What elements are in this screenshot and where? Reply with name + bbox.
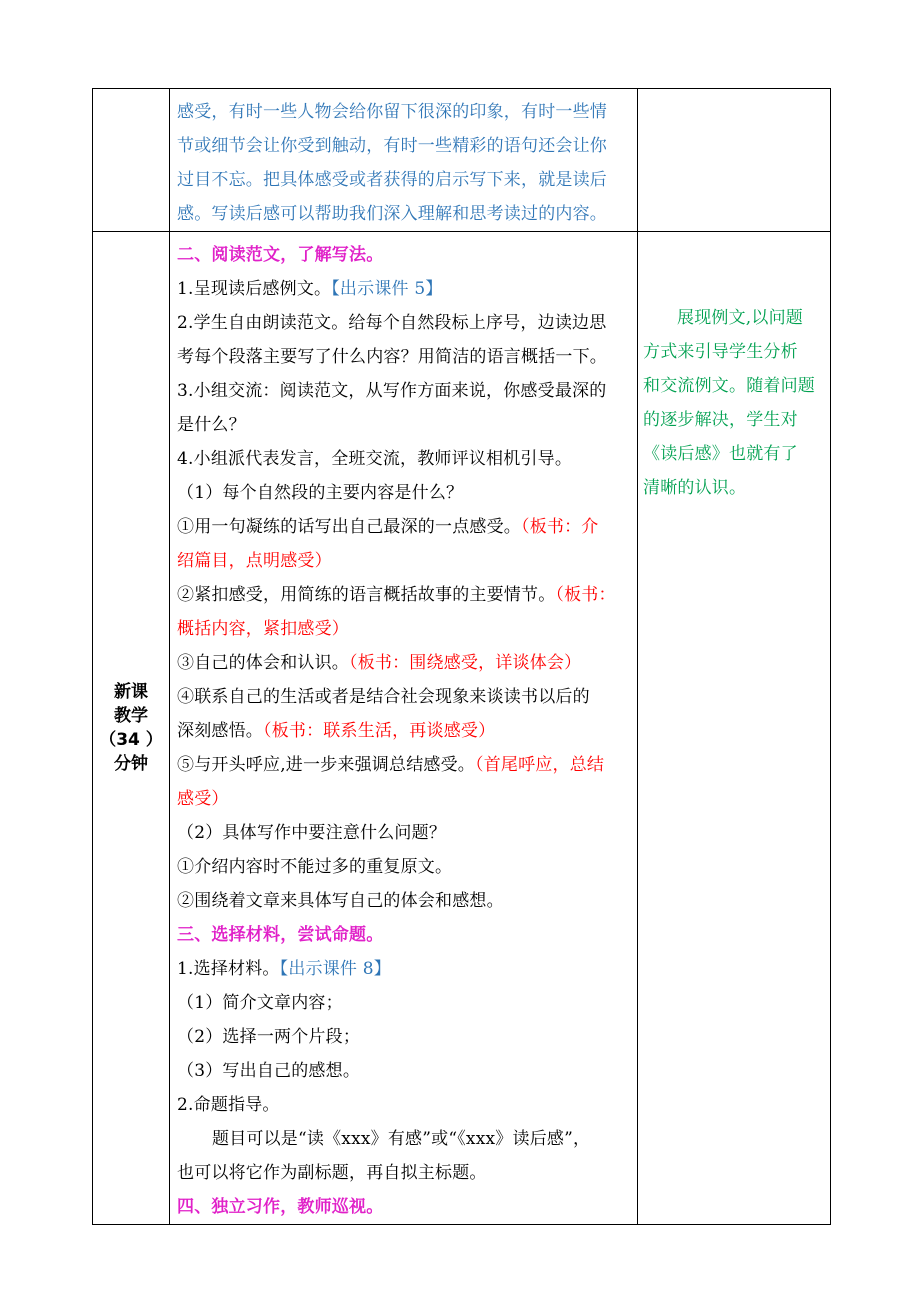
point-line — [177, 714, 637, 748]
step-line: 2.命题指导。 — [177, 1095, 280, 1115]
intro-paragraph — [170, 89, 637, 231]
phase-line: （34 ） — [99, 730, 163, 750]
design-note-line: 和交流例文。随着问题 — [643, 376, 815, 396]
board-note: （板书： — [555, 585, 616, 605]
point-text: 深刻感悟。 — [177, 721, 263, 741]
point-line — [177, 748, 637, 782]
point-line: ④联系自己的生活或者是结合社会现象来谈读书以后的 — [177, 687, 590, 707]
board-note: （首尾呼应，总结 — [475, 755, 605, 775]
step-line: 2.学生自由朗读范文。给每个自然段标上序号，边读边思 — [177, 313, 607, 333]
board-note: 绍篇目，点明感受） — [177, 551, 332, 571]
phase-cell-empty — [93, 89, 170, 232]
point-text: ①用一句凝练的话写出自己最深的一点感受。 — [177, 517, 521, 537]
point-line — [177, 510, 637, 544]
point-text: ③自己的体会和认识。 — [177, 653, 349, 673]
board-note: 概括内容，紧扣感受） — [177, 619, 349, 639]
table-row — [93, 89, 831, 232]
step-line: 考每个段落主要写了什么内容？用简洁的语言概括一下。 — [177, 347, 607, 367]
design-note-line: 的逐步解决，学生对 — [643, 410, 798, 430]
guidance-line: 也可以将它作为副标题，再自拟主标题。 — [177, 1163, 487, 1183]
point-text: ②紧扣感受，用简练的语言概括故事的主要情节。 — [177, 585, 556, 605]
design-note-line: 方式来引导学生分析 — [643, 342, 798, 362]
intro-line: 过目不忘。把具体感受或者获得的启示写下来，就是读后 — [177, 170, 607, 190]
table-row — [93, 232, 831, 1225]
design-note-line: 清晰的认识。 — [643, 478, 747, 498]
step-text: 1.呈现读后感例文。 — [177, 279, 332, 299]
content-cell — [170, 89, 638, 232]
step-line — [177, 952, 637, 986]
teaching-content — [170, 232, 637, 1224]
question-line: （2）具体写作中要注意什么问题？ — [177, 823, 447, 843]
courseware-ref: 【出示课件 5】 — [331, 279, 443, 299]
step-line: 是什么？ — [177, 415, 246, 435]
courseware-ref: 【出示课件 8】 — [279, 959, 391, 979]
intro-line: 感。写读后感可以帮助我们深入理解和思考读过的内容。 — [177, 204, 607, 224]
design-note-cell — [638, 232, 831, 1225]
point-text: ⑤与开头呼应,进一步来强调总结感受。 — [177, 755, 476, 775]
phase-label — [93, 232, 170, 1225]
point-line: ①介绍内容时不能过多的重复原文。 — [177, 857, 453, 877]
point-line — [177, 646, 637, 680]
question-line: （1）每个自然段的主要内容是什么？ — [177, 483, 464, 503]
phase-line: 新课 — [114, 682, 148, 702]
section-title: 四、独立习作，教师巡视。 — [177, 1197, 384, 1217]
step-line: 4.小组派代表发言，全班交流，教师评议相机引导。 — [177, 449, 573, 469]
step-text: 1.选择材料。 — [177, 959, 280, 979]
sub-step-line: （3）写出自己的感想。 — [177, 1061, 361, 1081]
design-note-line: 《读后感》也就有了 — [643, 444, 798, 464]
lesson-plan-table — [92, 88, 831, 1225]
intro-line: 感受，有时一些人物会给你留下很深的印象，有时一些情 — [177, 102, 607, 122]
step-line: 3.小组交流：阅读范文，从写作方面来说，你感受最深的 — [177, 381, 607, 401]
sub-step-line: （1）简介文章内容； — [177, 993, 343, 1013]
note-cell-empty — [638, 89, 831, 232]
guidance-line: 题目可以是“读《xxx》有感”或“《xxx》读后感”， — [212, 1129, 591, 1149]
board-note: （板书：围绕感受，详谈体会） — [349, 653, 582, 673]
design-note-line: 展现例文,以问题 — [677, 308, 804, 328]
sub-step-line: （2）选择一两个片段； — [177, 1027, 361, 1047]
content-cell — [170, 232, 638, 1225]
intro-line: 节或细节会让你受到触动，有时一些精彩的语句还会让你 — [177, 136, 607, 156]
phase-line: 教学 — [114, 706, 148, 726]
board-note: 感受） — [177, 789, 229, 809]
section-title: 三、选择材料，尝试命题。 — [177, 925, 384, 945]
design-note — [638, 232, 830, 505]
board-note: （板书：联系生活，再谈感受） — [263, 721, 496, 741]
phase-line: 分钟 — [114, 754, 148, 774]
step-line — [177, 272, 637, 306]
point-line — [177, 578, 637, 612]
board-note: （板书：介 — [521, 517, 599, 537]
point-line: ②围绕着文章来具体写自己的体会和感想。 — [177, 891, 504, 911]
section-title: 二、阅读范文，了解写法。 — [177, 245, 384, 265]
